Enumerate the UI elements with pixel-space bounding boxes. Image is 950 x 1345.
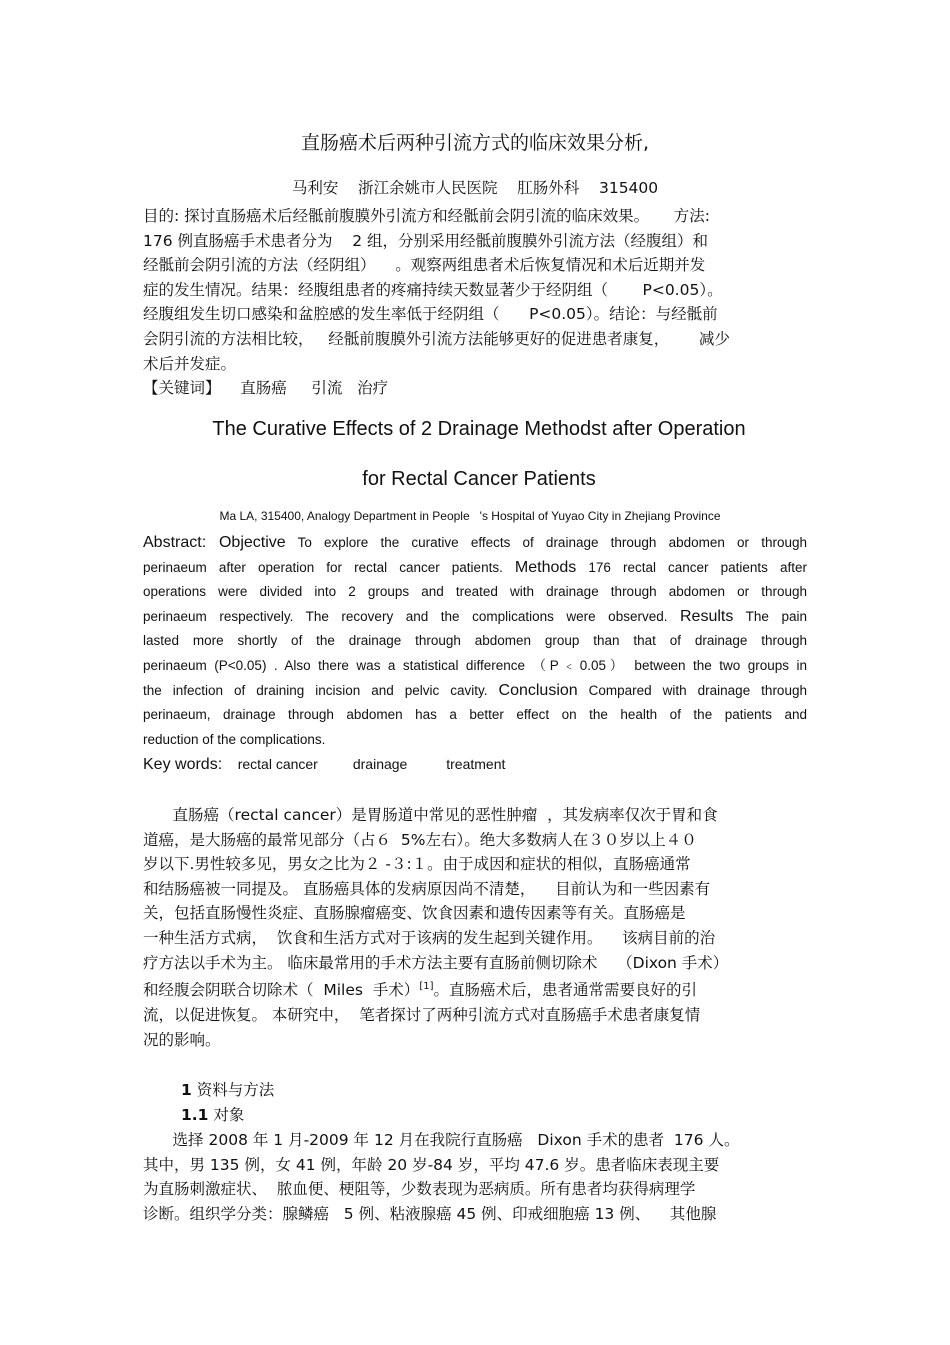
en-abstract-line [143,605,807,630]
section-title: 对象 [208,1106,245,1124]
section-1-1-text [143,1128,813,1226]
en-abstract-line: lasted more shortly of the drainage through abdomen group than that of drainage through [143,633,807,649]
cn-abstract-line: 症的发生情况。结果：经腹组患者的疼痛持续天数显著少于经阴组（ P<0.05）。 [143,280,723,299]
body-line: 况的影响。 [143,1030,221,1049]
en-abstract-line: perinaeum (P<0.05) . Also there was a statistical difference （P﹤0.05） between the two groups in [143,657,807,673]
section-title: 资料与方法 [191,1081,275,1099]
section-number: 1.1 [181,1106,209,1124]
section-number: 1 [181,1081,192,1099]
conclusion-label: Conclusion [498,681,578,699]
body-line: 关，包括直肠慢性炎症、直肠腺瘤癌变、饮食因素和遗传因素等有关。直肠癌是 [143,904,686,923]
body-line: 为直肠刺激症状、 脓血便、梗阻等，少数表现为恶病质。所有患者均获得病理学 [143,1180,696,1199]
en-abstract-line: perinaeum, drainage through abdomen has a better effect on the health of the patients and [143,707,807,723]
body-line [143,975,813,1003]
en-abstract-line [143,556,807,581]
chinese-title: 直肠癌术后两种引流方式的临床效果分析, [300,132,650,154]
cn-abstract-line: 经骶前会阴引流的方法（经阴组） 。观察两组患者术后恢复情况和术后近期并发 [143,256,706,275]
en-abstract-line [143,531,807,556]
body-line: 流，以促进恢复。 本研究中， 笔者探讨了两种引流方式对直肠癌手术患者康复情 [143,1005,701,1024]
body-line: 诊断。组织学分类：腺鳞癌 5 例、粘液腺癌 45 例、印戒细胞癌 13 例、 其他腺 [143,1204,717,1223]
body-text: 和经腹会阴联合切除术（ Miles 手术） [143,981,420,1000]
body-line: 岁以下.男性较多见，男女之比为２ -３:１。由于成因和症状的相似，直肠癌通常 [143,855,691,874]
english-abstract [143,531,807,752]
en-abstract-line [143,679,807,704]
author-affiliation: 马利安 浙江余姚市人民医院 肛肠外科 315400 [291,179,659,197]
body-line: 其中，男 135 例，女 41 例，年龄 20 岁-84 岁，平均 47.6 岁。患者临床表现主要 [143,1155,720,1174]
cn-abstract-line: 会阴引流的方法相比较， 经骶前腹膜外引流方法能够更好的促进患者康复， 减少 [143,329,730,348]
body-line: 直肠癌（rectal cancer）是胃肠道中常见的恶性肿瘤 ，其发病率仅次于胃和食 [143,806,718,824]
body-intro [143,803,813,1052]
chinese-abstract [143,204,813,401]
english-title-line2: for Rectal Cancer Patients [362,468,596,490]
en-abstract-text: The pain [745,608,807,624]
section-heading-1 [181,1078,274,1100]
en-abstract-line: reduction of the complications. [143,731,326,747]
body-line: 选择 2008 年 1 月-2009 年 12 月在我院行直肠癌 Dixon 手术的患者 176 人。 [143,1131,740,1149]
cn-abstract-line: 目的: 探讨直肠癌术后经骶前腹膜外引流方和经骶前会阴引流的临床效果。 方法: [143,207,711,225]
cn-keywords: 【关键词】 直肠癌 引流 治疗 [143,379,389,398]
methods-label: Methods [514,558,577,576]
body-line: 和结肠癌被一同提及。 直肠癌具体的发病原因尚不清楚， 目前认为和一些因素有 [143,879,711,898]
en-abstract-text: Compared with drainage through [588,682,807,698]
en-abstract-text: To explore the curative effects of drainage through abdomen or through [297,535,807,550]
en-abstract-text: perinaeum respectively. The recovery and the complications were observed. [143,608,668,624]
en-abstract-line: operations were divided into 2 groups and treated with drainage through abdomen or through [143,584,807,600]
cn-abstract-line: 经腹组发生切口感染和盆腔感的发生率低于经阴组（ P<0.05）。结论：与经骶前 [143,305,718,324]
en-abstract-text: perinaeum after operation for rectal cancer patients. [143,559,503,575]
body-line: 一种生活方式病， 饮食和生活方式对于该病的发生起到关键作用。 该病目前的治 [143,928,716,947]
english-title-line1: The Curative Effects of 2 Drainage Methodst after Operation [212,418,746,440]
objective-label: Abstract: Objective [143,534,286,551]
body-line: 道癌，是大肠癌的最常见部分（占６ 5%左右）。绝大多数病人在３０岁以上４０ [143,830,697,849]
keywords-values: rectal cancer drainage treatment [222,756,506,772]
body-text: 。直肠癌术后，患者通常需要良好的引 [433,981,697,1000]
keywords-label: Key words: [143,756,223,773]
english-affiliation: Ma LA, 315400, Analogy Department in People 's Hospital of Yuyao City in Zhejiang Province [219,509,721,523]
results-label: Results [680,607,734,625]
citation-ref[interactable]: [1] [419,981,434,993]
cn-abstract-line: 176 例直肠癌手术患者分为 2 组，分别采用经骶前腹膜外引流方法（经腹组）和 [143,231,709,250]
en-abstract-text: 176 rectal cancer patients after [588,559,807,575]
cn-abstract-line: 术后并发症。 [143,354,237,373]
en-abstract-text: the infection of draining incision and pelvic cavity. [143,682,488,698]
section-heading-1-1 [181,1103,244,1125]
body-line: 疗方法以手术为主。 临床最常用的手术方法主要有直肠前侧切除术 （Dixon 手术） [143,953,729,972]
english-keywords [143,756,505,774]
